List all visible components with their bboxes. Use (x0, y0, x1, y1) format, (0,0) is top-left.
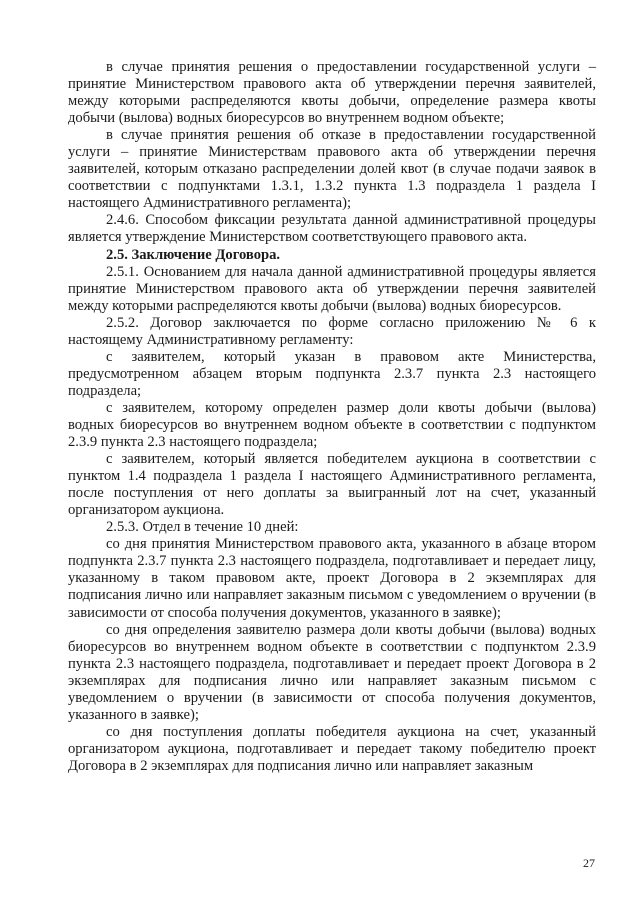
page-number: 27 (583, 856, 595, 870)
section-heading: 2.5. Заключение Договора. (106, 246, 281, 263)
document-text (68, 59, 596, 775)
paragraph: со дня поступления доплаты победителя аукциона на счет, указанный организатором аукциона, подготавливает и передает такому победителю проект Договора в 2 экземплярах для подписания лично или направляет заказным (68, 723, 596, 774)
paragraph: в случае принятия решения об отказе в предоставлении государственной услуги – принятие Министерствам правового акта об утверждении перечня заявителей, которым отказано распределении долей квот (в случае подачи заявок в соответствии с подпунктами 1.3.1, 1.3.2 пункта 1.3 подраздела 1 раздела I настоящего Административного регламента); (68, 127, 596, 212)
paragraph: в случае принятия решения о предоставлении государственной услуги – принятие Министерством правового акта об утверждении перечня заявителей, между которыми распределяются квоты добычи, определение размера квоты добычи (вылова) водных биоресурсов во внутреннем водном объекте; (68, 59, 596, 127)
paragraph: со дня принятия Министерством правового акта, указанного в абзаце втором подпункта 2.3.7 пункта 2.3 настоящего подраздела, подготавливает и передает лицу, указанному в таком правовом акте, проект Договора в 2 экземплярах для подписания лично или направляет заказным письмом с уведомлением о вручении (в зависимости от способа получения документов, указанного в заявке); (68, 536, 596, 621)
paragraph: с заявителем, которому определен размер доли квоты добычи (вылова) водных биоресурсов во внутреннем водном объекте в соответствии с подпунктом 2.3.9 пункта 2.3 настоящего подраздела; (68, 399, 596, 451)
paragraph: 2.4.6. Способом фиксации результата данной административной процедуры является утверждение Министерством соответствующего правового акта. (68, 212, 596, 246)
paragraph: с заявителем, который является победителем аукциона в соответствии с пунктом 1.4 подраздела 1 раздела I настоящего Административного регламента, после поступления от него доплаты за выигранный лот на счет, указанный организатором аукциона. (68, 451, 596, 519)
paragraph: 2.5.2. Договор заключается по форме согласно приложению № 6 к настоящему Административному регламенту: (68, 314, 596, 348)
paragraph: со дня определения заявителю размера доли квоты добычи (вылова) водных биоресурсов во внутреннем водном объекте в соответствии с подпунктом 2.3.9 пункта 2.3 настоящего подраздела, подготавливает и передает проект Договора в 2 экземплярах для подписания лично или направляет заказным письмом с уведомлением о вручении (в зависимости от способа получения документов, указанного в заявке); (68, 621, 596, 723)
paragraph: с заявителем, который указан в правовом акте Министерства, предусмотренном абзацем вторым подпункта 2.3.7 пункта 2.3 настоящего подраздела; (68, 348, 596, 399)
paragraph: 2.5.3. Отдел в течение 10 дней: (106, 519, 299, 536)
paragraph: 2.5.1. Основанием для начала данной административной процедуры является принятие Министерством правового акта об утверждении перечня заявителей между которыми распределяются квоты добычи (вылова) водных биоресурсов. (68, 263, 596, 314)
